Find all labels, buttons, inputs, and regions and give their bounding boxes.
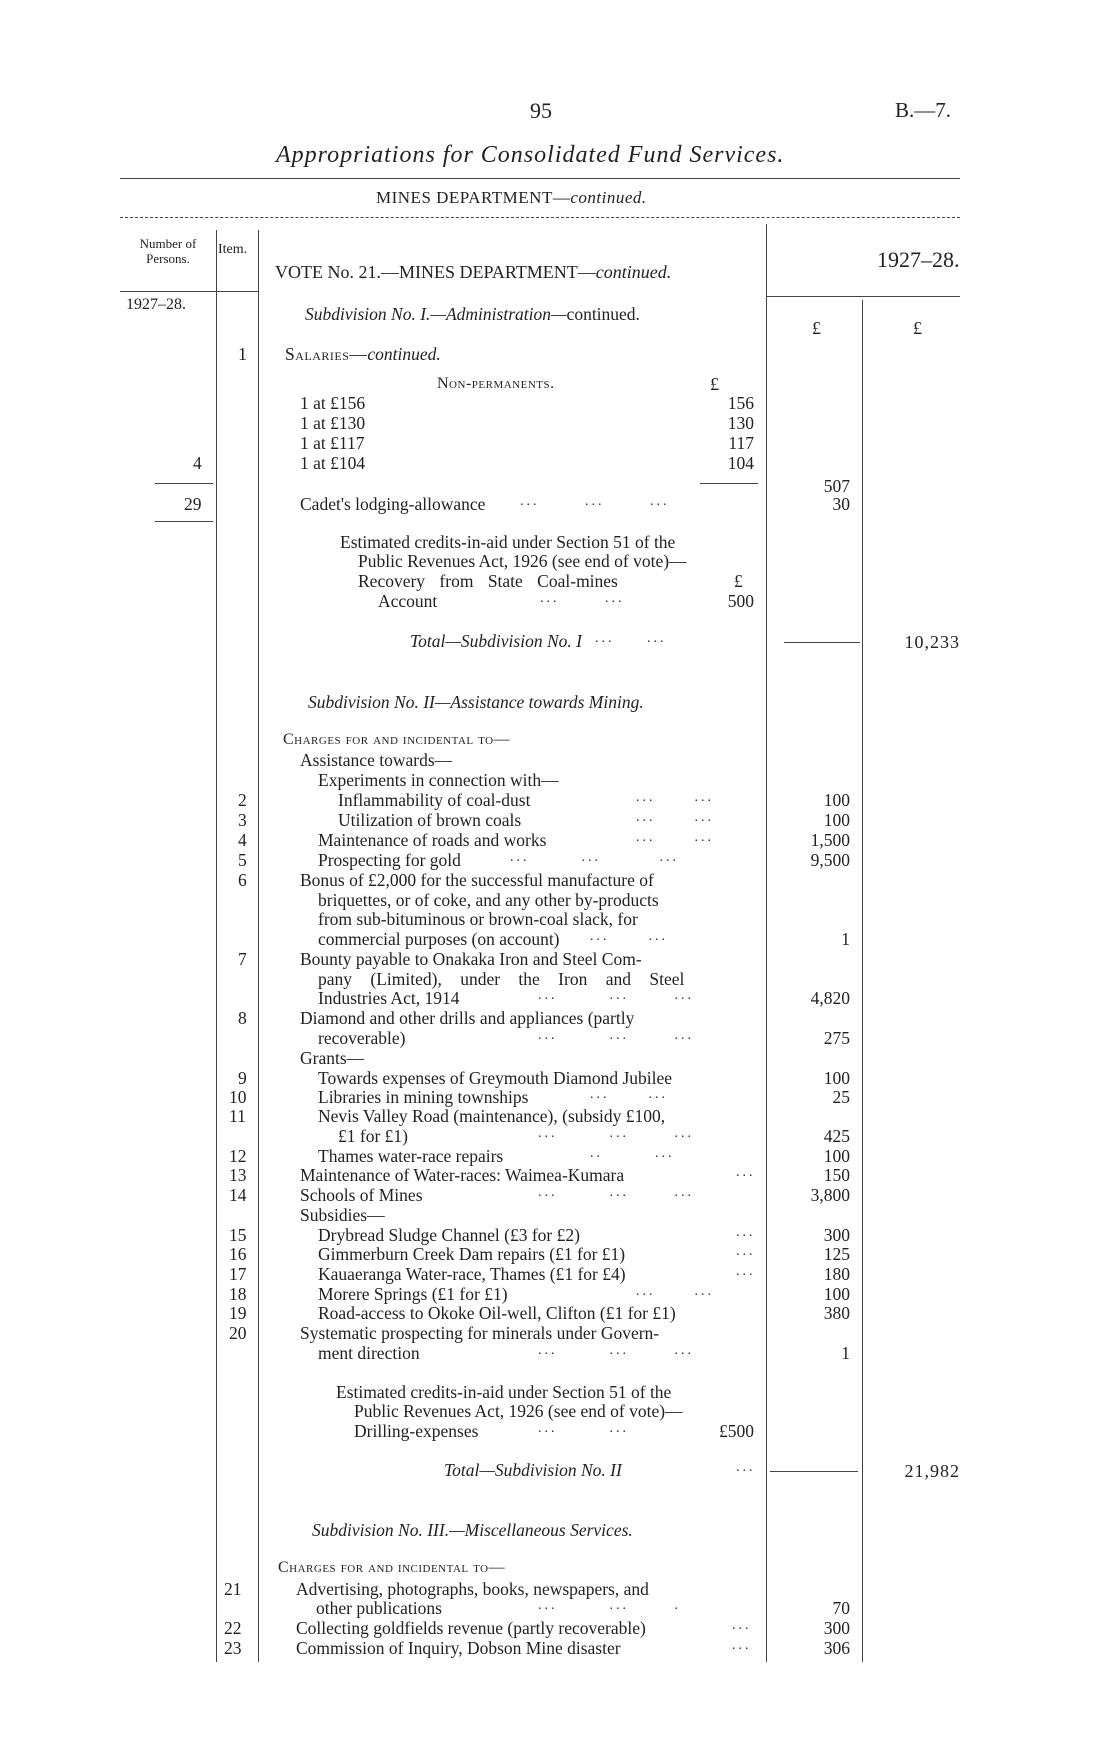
cadet-allowance-label: Cadet's lodging-allowance — [300, 494, 486, 514]
vote-title: VOTE No. 21.—MINES DEPARTMENT—continued. — [275, 262, 672, 282]
item-number: 6 — [238, 870, 247, 890]
item-number: 4 — [238, 830, 247, 850]
year-header-rule — [766, 296, 960, 297]
year-header: 1927–28. — [877, 247, 960, 272]
item-number: 13 — [229, 1165, 247, 1185]
leader-dots: ... ... — [595, 631, 667, 646]
leader-dots: ... ... — [636, 810, 714, 825]
item-header: Item. — [218, 242, 248, 257]
item-number: 14 — [229, 1185, 247, 1205]
line-item-label: Utilization of brown coals — [338, 810, 522, 830]
commission-amount: 306 — [823, 1638, 850, 1658]
leader-dots: ... ... ... — [510, 850, 679, 865]
prospecting-line: Systematic prospecting for minerals under Govern- — [300, 1323, 660, 1343]
leader-dots: ... — [736, 1165, 756, 1180]
salary-row-label: 1 at £117 — [300, 433, 365, 453]
pound-col1: £ — [812, 318, 821, 338]
salary-row-label: 1 at £104 — [300, 453, 366, 473]
salary-row-amount: 130 — [727, 413, 754, 433]
bonus-line: briquettes, or of coke, and any other by-products — [318, 890, 659, 910]
grants-heading: Grants— — [300, 1048, 365, 1068]
credits-line: Drilling-expenses — [354, 1421, 479, 1441]
leader-dots: ... — [736, 1264, 756, 1279]
bonus-line: from sub-bituminous or brown-coal slack, for — [318, 909, 638, 929]
sub3-heading: Subdivision No. III.—Miscellaneous Services. — [312, 1520, 633, 1540]
diamond-line: recoverable) — [318, 1028, 406, 1048]
bounty-line: Bounty payable to Onakaka Iron and Steel Com- — [300, 949, 642, 969]
item-number: 15 — [229, 1225, 247, 1245]
persons-total: 29 — [184, 494, 202, 514]
leader-dots: ... ... — [636, 830, 714, 845]
leader-dots: ... ... ... — [538, 988, 694, 1003]
leader-dots: ... ... — [590, 929, 668, 944]
prospecting-amount: 1 — [841, 1343, 850, 1363]
grant-line: Towards expenses of Greymouth Diamond Jubilee — [318, 1068, 673, 1088]
credits-line: Public Revenues Act, 1926 (see end of vote)— — [354, 1401, 683, 1421]
item-1: 1 — [238, 344, 247, 364]
diamond-amount: 275 — [823, 1028, 850, 1048]
leader-dots: ... ... — [590, 1087, 668, 1102]
item-number: 10 — [229, 1087, 247, 1107]
bounty-amount: 4,820 — [810, 988, 850, 1008]
item-header-rule — [216, 291, 258, 292]
item-number: 8 — [238, 1008, 247, 1028]
persons-rule-bottom — [155, 521, 213, 522]
item-col-rule-right — [258, 230, 259, 1662]
maintenance-amount: 150 — [823, 1165, 850, 1185]
credits-line: Account — [378, 591, 438, 611]
sub1-total-amount: 10,233 — [904, 632, 960, 652]
credits-amount: 500 — [727, 591, 754, 611]
subsidy-amount: 180 — [823, 1264, 850, 1284]
item-number: 19 — [229, 1303, 247, 1323]
subsidy-line: Drybread Sludge Channel (£3 for £2) — [318, 1225, 580, 1245]
credits-amount: £500 — [719, 1421, 754, 1441]
salary-row-label: 1 at £130 — [300, 413, 366, 433]
grant-amount: 100 — [823, 1146, 850, 1166]
bonus-line: commercial purposes (on account) — [318, 929, 560, 949]
credits-pound: £ — [734, 571, 743, 591]
credits-line: Recovery from State Coal-mines — [358, 571, 618, 591]
grant-line: Thames water-race repairs — [318, 1146, 504, 1166]
leader-dots: ... — [736, 1225, 756, 1240]
salaries-heading: Salaries—continued. — [285, 344, 441, 364]
salary-row-amount: 156 — [727, 393, 754, 413]
persons-rule — [155, 483, 213, 484]
item-number: 7 — [238, 949, 247, 969]
sub2-heading: Subdivision No. II—Assistance towards Mining. — [308, 692, 644, 712]
item-number: 17 — [229, 1264, 247, 1284]
leader-dots: ... — [732, 1638, 752, 1653]
subsidy-line: Morere Springs (£1 for £1) — [318, 1284, 508, 1304]
subsidy-line: Kauaeranga Water-race, Thames (£1 for £4) — [318, 1264, 626, 1284]
subtotal-amount: 507 — [823, 476, 850, 496]
line-item-amount: 100 — [823, 810, 850, 830]
grant-amount: 100 — [823, 1068, 850, 1088]
item-number: 2 — [238, 790, 247, 810]
leader-dots: .. ... — [590, 1146, 675, 1161]
subsidy-line: Road-access to Okoke Oil-well, Clifton (£1 for £1) — [318, 1303, 676, 1323]
prospecting-line: ment direction — [318, 1343, 420, 1363]
maintenance-line: Maintenance of Water-races: Waimea-Kumara — [300, 1165, 625, 1185]
leader-dots: ... ... ... — [538, 1126, 694, 1141]
experiments-heading: Experiments in connection with— — [318, 770, 559, 790]
sub2-total-label: Total—Subdivision No. II — [444, 1460, 622, 1480]
title-rule — [120, 178, 960, 179]
sub2-total-amount: 21,982 — [904, 1461, 960, 1481]
persons-header-rule — [120, 291, 216, 292]
item-number: 3 — [238, 810, 247, 830]
collecting-line: Collecting goldfields revenue (partly recoverable) — [296, 1618, 646, 1638]
amount-col-rule — [766, 224, 767, 1662]
grant-line: Nevis Valley Road (maintenance), (subsidy £100, — [318, 1106, 666, 1126]
advertising-line: other publications — [316, 1598, 442, 1618]
persons-count: 4 — [193, 453, 202, 473]
item-number: 11 — [229, 1106, 246, 1126]
item-col-rule-left — [216, 230, 217, 1662]
leader-dots: ... ... . — [538, 1598, 681, 1613]
line-item-amount: 1,500 — [810, 830, 850, 850]
diamond-line: Diamond and other drills and appliances (partly — [300, 1008, 635, 1028]
total-rule — [784, 642, 860, 643]
leader-dots: ... ... ... — [538, 1185, 694, 1200]
department-heading: MINES DEPARTMENT—continued. — [376, 188, 647, 207]
bonus-amount: 1 — [841, 929, 850, 949]
total-rule — [770, 1471, 858, 1472]
salary-row-label: 1 at £156 — [300, 393, 366, 413]
total-col-rule — [862, 300, 863, 1662]
subsidy-amount: 300 — [823, 1225, 850, 1245]
commission-line: Commission of Inquiry, Dobson Mine disaster — [296, 1638, 621, 1658]
item-number: 5 — [238, 850, 247, 870]
department-rule — [120, 217, 960, 218]
subsidy-line: Gimmerburn Creek Dam repairs (£1 for £1) — [318, 1244, 626, 1264]
line-item-label: Inflammability of coal-dust — [338, 790, 531, 810]
advertising-amount: 70 — [832, 1598, 850, 1618]
non-permanents-pound: £ — [710, 374, 719, 394]
credits-line: Estimated credits-in-aid under Section 51 of the — [336, 1382, 672, 1402]
subsidy-amount: 380 — [823, 1303, 850, 1323]
collecting-amount: 300 — [823, 1618, 850, 1638]
page-number: 95 — [530, 98, 552, 123]
item-number: 22 — [224, 1618, 242, 1638]
bounty-line: Industries Act, 1914 — [318, 988, 460, 1008]
leader-dots: ... — [736, 1244, 756, 1259]
charges-heading: Charges for and incidental to— — [278, 1559, 506, 1576]
credits-line: Public Revenues Act, 1926 (see end of vote)— — [358, 551, 687, 571]
leader-dots: ... ... — [636, 1284, 714, 1299]
salary-row-amount: 104 — [727, 453, 754, 473]
item-number: 18 — [229, 1284, 247, 1304]
sub1-heading: Subdivision No. I.—Administration—continued. — [305, 304, 640, 324]
leader-dots: ... ... ... — [538, 1343, 694, 1358]
bonus-line: Bonus of £2,000 for the successful manufacture of — [300, 870, 654, 890]
cadet-allowance-amount: 30 — [832, 494, 850, 514]
schools-amount: 3,800 — [810, 1185, 850, 1205]
leader-dots: ... ... — [636, 790, 714, 805]
assistance-heading: Assistance towards— — [300, 750, 453, 770]
schools-line: Schools of Mines — [300, 1185, 423, 1205]
sub1-total-label: Total—Subdivision No. I — [410, 631, 582, 651]
page-reference: B.—7. — [895, 98, 952, 122]
grant-amount: 25 — [832, 1087, 850, 1107]
number-of-persons-header: Number of Persons. — [139, 236, 197, 266]
leader-dots: ... ... ... — [520, 494, 670, 509]
leader-dots: ... — [736, 1460, 756, 1475]
subtotal-rule — [700, 483, 758, 484]
grant-line: £1 for £1) — [338, 1126, 408, 1146]
non-permanents-heading: Non-permanents. — [437, 375, 555, 392]
leader-dots: ... ... — [540, 591, 625, 606]
item-number: 9 — [238, 1068, 247, 1088]
line-item-amount: 100 — [823, 790, 850, 810]
subsidy-amount: 100 — [823, 1284, 850, 1304]
line-item-amount: 9,500 — [810, 850, 850, 870]
charges-heading: Charges for and incidental to— — [283, 731, 511, 748]
leader-dots: ... ... — [538, 1421, 629, 1436]
item-number: 23 — [224, 1638, 242, 1658]
subsidy-amount: 125 — [823, 1244, 850, 1264]
leader-dots: ... — [732, 1618, 752, 1633]
persons-year: 1927–28. — [126, 296, 186, 313]
leader-dots: ... ... ... — [538, 1028, 694, 1043]
subsidies-heading: Subsidies— — [300, 1205, 385, 1225]
grant-amount: 425 — [823, 1126, 850, 1146]
pound-col2: £ — [913, 318, 922, 338]
item-number: 20 — [229, 1323, 247, 1343]
grant-line: Libraries in mining townships — [318, 1087, 529, 1107]
item-number: 12 — [229, 1146, 247, 1166]
bounty-line: pany (Limited), under the Iron and Steel — [318, 969, 685, 989]
credits-line: Estimated credits-in-aid under Section 51 of the — [340, 532, 676, 552]
line-item-label: Maintenance of roads and works — [318, 830, 547, 850]
line-item-label: Prospecting for gold — [318, 850, 461, 870]
advertising-line: Advertising, photographs, books, newspapers, and — [296, 1579, 649, 1599]
item-number: 21 — [224, 1579, 242, 1599]
item-number: 16 — [229, 1244, 247, 1264]
main-title: Appropriations for Consolidated Fund Services. — [276, 142, 785, 168]
salary-row-amount: 117 — [728, 433, 754, 453]
